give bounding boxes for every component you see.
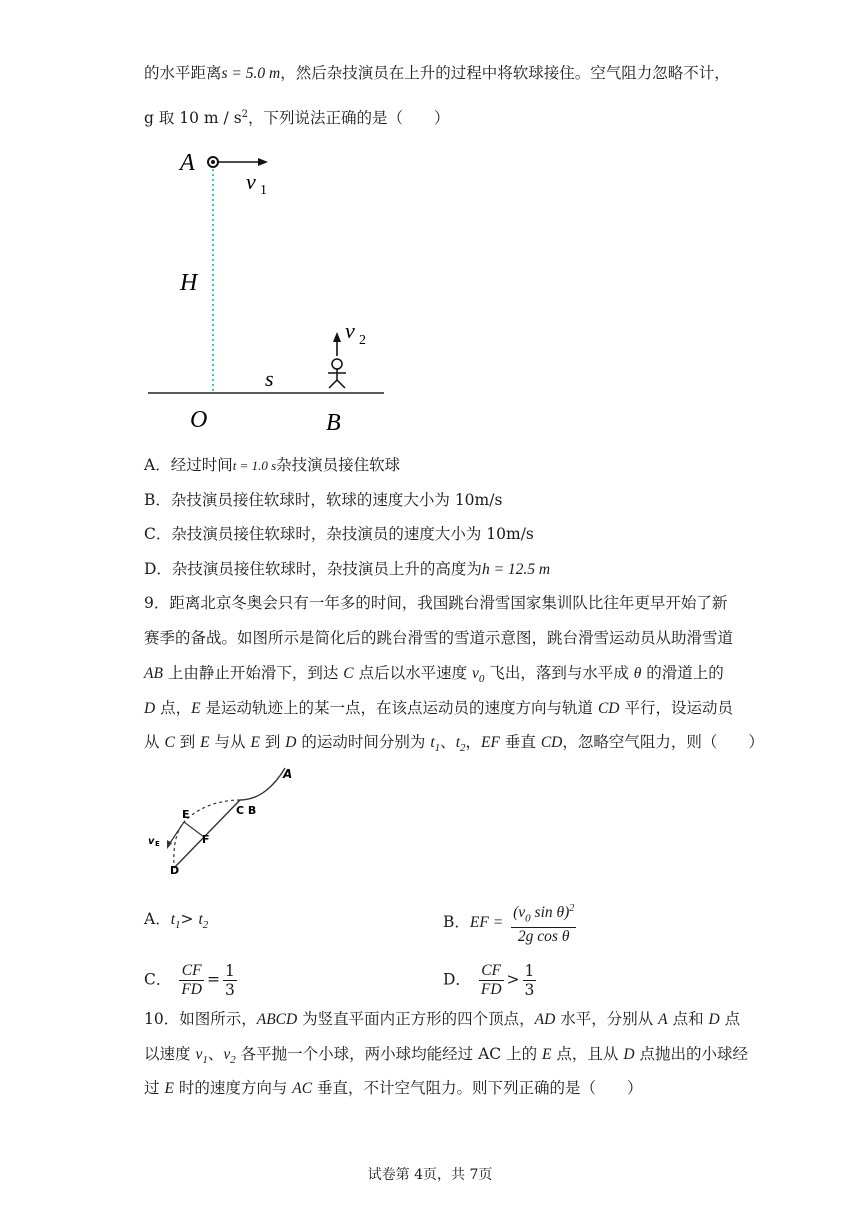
label-v2-sub: 2 — [359, 333, 366, 348]
q9-figure — [140, 760, 300, 880]
q10-stem-line-1: 10．如图所示，ABCD 为竖直平面内正方形的四个顶点，AD 水平，分别从 A 点和 D 点 — [144, 1010, 741, 1028]
q8-option-C[interactable]: C．杂技演员接住软球时，杂技演员的速度大小为 10m/s — [144, 525, 534, 543]
q9-stem-line-5: 从 C 到 E 与从 E 到 D 的运动时间分别为 $t_1$、$t_2$，EF 垂直 CD，忽略空气阻力，则（ ） — [144, 733, 764, 755]
label-E: E — [182, 808, 190, 821]
q9-option-D[interactable]: D． $\frac{CF}{FD}$ > $\frac{1}{3}$ — [443, 962, 535, 999]
q8-option-A[interactable]: A．经过时间t = 1.0 s杂技演员接住软球 — [144, 456, 401, 474]
q9-stem-line-4: D 点，E 是运动轨迹上的某一点，在该点运动员的速度方向与轨道 CD 平行，设运动员 — [144, 699, 733, 717]
q8-option-D[interactable]: D．杂技演员接住软球时，杂技演员上升的高度为h = 12.5 m — [144, 560, 551, 578]
segment-EF — [184, 822, 204, 837]
label-v1-sub: 1 — [260, 183, 267, 198]
q9-option-A[interactable]: A．$t_1> t_2$ — [144, 910, 209, 932]
label-B: B — [326, 410, 341, 436]
label-A: A — [283, 767, 293, 781]
label-H: H — [180, 270, 198, 296]
q8-figure — [140, 140, 400, 440]
inrun-slope-AB — [240, 768, 285, 800]
q8-stem-line-2: g 取 10 m / $s^2$，下列说法正确的是（ ） — [144, 109, 450, 128]
v2-arrow-head-icon — [333, 332, 341, 342]
v1-arrow-head-icon — [258, 158, 268, 166]
label-O: O — [190, 407, 208, 433]
acrobat-figure-icon — [328, 359, 346, 388]
label-v2: v — [345, 318, 355, 343]
q10-stem-line-2: 以速度 $v_1$、$v_2$ 各平抛一个小球，两小球均能经过 AC 上的 E 点，且从 D 点抛出的小球经 — [144, 1045, 748, 1067]
q8-distance-expr: s = 5.0 m — [221, 65, 281, 82]
label-A: A — [180, 150, 195, 176]
q9-stem-line-2: 赛季的备战。如图所示是简化后的跳台滑雪的雪道示意图，跳台滑雪运动员从助滑雪道 — [144, 629, 734, 647]
label-D: D — [170, 864, 180, 877]
q9-option-C[interactable]: C． $\frac{CF}{FD}$ = $\frac{1}{3}$ — [144, 962, 235, 999]
label-vE: v — [148, 836, 155, 847]
page-footer: 试卷第 4页，共 7页 — [367, 1167, 493, 1183]
q9-stem-line-1: 9．距离北京冬奥会只有一年多的时间，我国跳台滑雪国家集训队比往年更早开始了新 — [144, 594, 728, 612]
label-vE-sub: E — [155, 840, 160, 848]
label-F: F — [202, 833, 210, 846]
q9-stem-line-3: AB 上由静止开始滑下，到达 C 点后以水平速度 $v_0$ 飞出，落到与水平成 θ 的滑道上的 — [144, 664, 724, 686]
q10-stem-line-3: 过 E 时的速度方向与 AC 垂直，不计空气阻力。则下列正确的是（ ） — [144, 1079, 643, 1097]
q8-option-B[interactable]: B．杂技演员接住软球时，软球的速度大小为 10m/s — [144, 491, 503, 509]
q9-optB-fraction: $\frac{(v_0 \sin \theta)^2}{\text{2g cos θ}}$ — [511, 900, 576, 946]
label-v1: v — [246, 169, 256, 194]
label-s: s — [265, 366, 274, 391]
q9-option-B[interactable]: B．EF = $\frac{(v_0 \sin \theta)^2}{\text{2g cos θ}}$ — [443, 900, 579, 946]
q8-stem-line-1: 的水平距离s = 5.0 m，然后杂技演员在上升的过程中将软球接住。空气阻力忽略不计， — [144, 64, 730, 82]
label-CB: C B — [236, 804, 257, 817]
